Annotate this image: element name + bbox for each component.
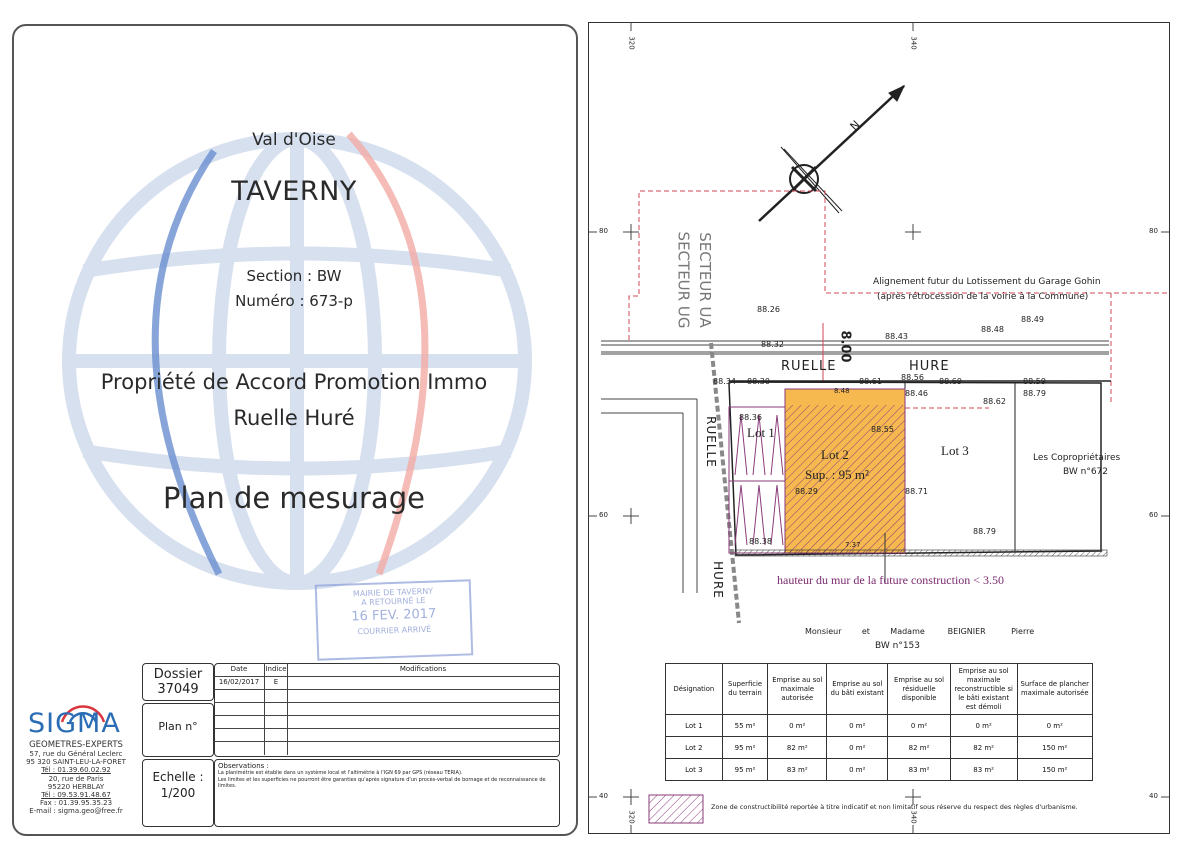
north-label: N <box>847 117 863 134</box>
address-line: 20, rue de Paris <box>48 774 104 783</box>
road-vertical-top: RUELLE <box>703 416 718 468</box>
observations-line1: La planimétrie est établie dans un système local et l'altimétrie à l'IGN 69 par GPS (réseau TERIA). <box>218 770 463 776</box>
road-name-right: HURE <box>909 359 950 374</box>
designation-table <box>665 663 1093 781</box>
lot2-label: Lot 2 <box>821 447 849 462</box>
level: 88.69 <box>939 377 962 386</box>
date-header: Date <box>230 665 248 673</box>
dossier-label: Dossier <box>153 667 203 682</box>
dimension-top: 8.48 <box>834 387 850 395</box>
table-cell: 95 m² <box>722 759 768 781</box>
header-cell: Superficie du terrain <box>722 664 768 715</box>
grid-label-right: 80 <box>1149 227 1158 235</box>
company-subtitle: GEOMETRES-EXPERTS <box>29 740 123 750</box>
header-cell: Surface de plancher maximale autorisée <box>1017 664 1092 715</box>
level: 88.30 <box>747 377 770 386</box>
table-cell: 0 m² <box>827 759 888 781</box>
numero: Numéro : 673-p <box>235 292 353 310</box>
level: 88.62 <box>983 397 1006 406</box>
lot2-surface: Sup. : 95 m² <box>805 467 869 482</box>
indice-header: Indice <box>265 665 287 673</box>
table-cell: 0 m² <box>1017 715 1092 737</box>
address-line: Tél : 01.39.60.02.92 <box>41 766 111 775</box>
stamp-line: 16 FEV. 2017 <box>351 606 437 625</box>
observations-line2: Les limites et les superficies ne pourront être garanties qu'après signature d'un procès-verbal de bornage et de reconnaissance de limites. <box>218 777 546 789</box>
departement: Val d'Oise <box>252 130 336 150</box>
grid-label-bottom: 320 <box>627 810 636 824</box>
echelle-label: Echelle : <box>152 770 204 784</box>
address-line: Tél : 09.53.91.48.67 <box>41 791 111 800</box>
table-cell: 0 m² <box>827 737 888 759</box>
dimension-bottom: 7.37 <box>845 541 861 549</box>
stamp-line: COURRIER ARRIVÉ <box>357 624 432 637</box>
table-header-row <box>666 664 1093 715</box>
header-cell: Désignation <box>666 664 723 715</box>
level: 88.48 <box>981 325 1004 334</box>
north-arrow-icon <box>759 86 904 221</box>
alignement-line1: Alignement futur du Lotissement du Garage Gohin <box>873 277 1101 287</box>
neighbour-parcel: BW n°153 <box>875 641 920 651</box>
table-cell: 0 m² <box>950 715 1017 737</box>
level: 88.29 <box>795 487 818 496</box>
grid-label-right: 60 <box>1149 511 1158 519</box>
echelle-value: 1/200 <box>160 786 196 800</box>
table-row <box>666 715 1093 737</box>
grid-label-right: 40 <box>1149 792 1158 800</box>
table-row <box>666 759 1093 781</box>
level: 88.61 <box>859 377 882 386</box>
level: 88.36 <box>739 413 762 422</box>
road-name-left: RUELLE <box>781 359 837 374</box>
secteur-ug-label: SECTEUR UG <box>674 231 693 329</box>
secteur-ua-label: SECTEUR UA <box>695 232 714 328</box>
table-cell: 83 m² <box>950 759 1017 781</box>
sigma-logo <box>18 694 130 742</box>
level: 88.59 <box>1023 377 1046 386</box>
header-cell: Emprise au sol résiduelle disponible <box>888 664 950 715</box>
level: 88.55 <box>871 425 894 434</box>
address-line: 57, rue du Général Leclerc <box>29 750 123 758</box>
table-cell: 55 m² <box>722 715 768 737</box>
address-line: 95 320 SAINT-LEU-LA-FORET <box>26 758 126 767</box>
table-cell: 82 m² <box>888 737 950 759</box>
address-line: Fax : 01.39.95.35.23 <box>39 799 113 808</box>
table-cell: 0 m² <box>827 715 888 737</box>
coproprietaires-label: Les Copropriétaires <box>1033 453 1121 463</box>
grid-label-top: 340 <box>909 36 918 50</box>
logo-text: SIGMA <box>28 708 121 739</box>
stamp-line: A RETOURNÉ LE <box>361 595 426 608</box>
grid-label-bottom: 340 <box>909 810 918 824</box>
table-cell: 150 m² <box>1017 759 1092 781</box>
wall-height-note: hauteur du mur de la future construction < 3.50 <box>777 573 1005 587</box>
observations-title: Observations : <box>218 762 269 770</box>
alignement-line2: (après rétrocession de la voirie à la Commune) <box>877 292 1089 302</box>
address-line: 95220 HERBLAY <box>47 782 105 791</box>
header-cell: Emprise au sol maximale reconstructible si le bâti existant est démoli <box>950 664 1017 715</box>
header-cell: Emprise au sol maximale autorisée <box>768 664 827 715</box>
indice-value: E <box>273 678 279 686</box>
table-cell: Lot 2 <box>666 737 723 759</box>
dossier-value: 37049 <box>157 682 199 697</box>
level: 88.46 <box>905 389 928 398</box>
level: 88.49 <box>1021 315 1044 324</box>
propriete: Propriété de Accord Promotion Immo <box>100 370 488 394</box>
level: 88.32 <box>761 340 784 349</box>
neighbour-name: Monsieur et Madame BEIGNIER Pierre <box>805 627 1035 636</box>
level: 88.56 <box>901 373 924 382</box>
table-cell: 0 m² <box>888 715 950 737</box>
modifications-header: Modifications <box>399 665 447 673</box>
lot3-label: Lot 3 <box>941 443 969 458</box>
grid-label-left: 80 <box>599 227 608 235</box>
grid-label-left: 40 <box>599 792 608 800</box>
date-value: 16/02/2017 <box>218 678 260 686</box>
table-cell: Lot 1 <box>666 715 723 737</box>
lot1-label: Lot 1 <box>747 425 775 440</box>
table-cell: 82 m² <box>768 737 827 759</box>
zone-legend-text: Zone de constructibilité reportée à titre indicatif et non limitatif sous réserve du respect des règles d'urbanisme. <box>711 803 1078 811</box>
section: Section : BW <box>246 267 342 285</box>
commune: TAVERNY <box>231 176 357 207</box>
plan-sheet <box>588 22 1170 834</box>
address-line: E-mail : sigma.geo@free.fr <box>29 807 123 816</box>
header-cell: Emprise au sol du bâti existant <box>827 664 888 715</box>
table-cell: 83 m² <box>888 759 950 781</box>
table-cell: 0 m² <box>768 715 827 737</box>
plan-title: Plan de mesurage <box>163 481 425 515</box>
company-address <box>14 750 138 816</box>
coproprietaires-parcel: BW n°672 <box>1063 467 1108 477</box>
level: 88.26 <box>757 305 780 314</box>
road-vertical-bottom: HURE <box>710 561 725 599</box>
grid-label-top: 320 <box>627 36 636 50</box>
table-cell: 150 m² <box>1017 737 1092 759</box>
level: 88.79 <box>973 527 996 536</box>
cover-sheet <box>12 24 578 836</box>
adresse: Ruelle Huré <box>233 406 355 430</box>
stamp-line: MAIRIE DE TAVERNY <box>352 586 434 599</box>
level: 88.71 <box>905 487 928 496</box>
table-cell: 82 m² <box>950 737 1017 759</box>
table-cell: Lot 3 <box>666 759 723 781</box>
level: 88.79 <box>1023 389 1046 398</box>
level: 88.38 <box>749 537 772 546</box>
mairie-stamp <box>315 579 474 660</box>
level: 88.34 <box>713 377 736 386</box>
road-width-label: 8.00 <box>837 330 853 363</box>
table-cell: 83 m² <box>768 759 827 781</box>
plan-number-label: Plan n° <box>158 720 198 733</box>
grid-label-left: 60 <box>599 511 608 519</box>
title-block <box>142 663 560 827</box>
table-row <box>666 737 1093 759</box>
table-cell: 95 m² <box>722 737 768 759</box>
level: 88.43 <box>885 332 908 341</box>
